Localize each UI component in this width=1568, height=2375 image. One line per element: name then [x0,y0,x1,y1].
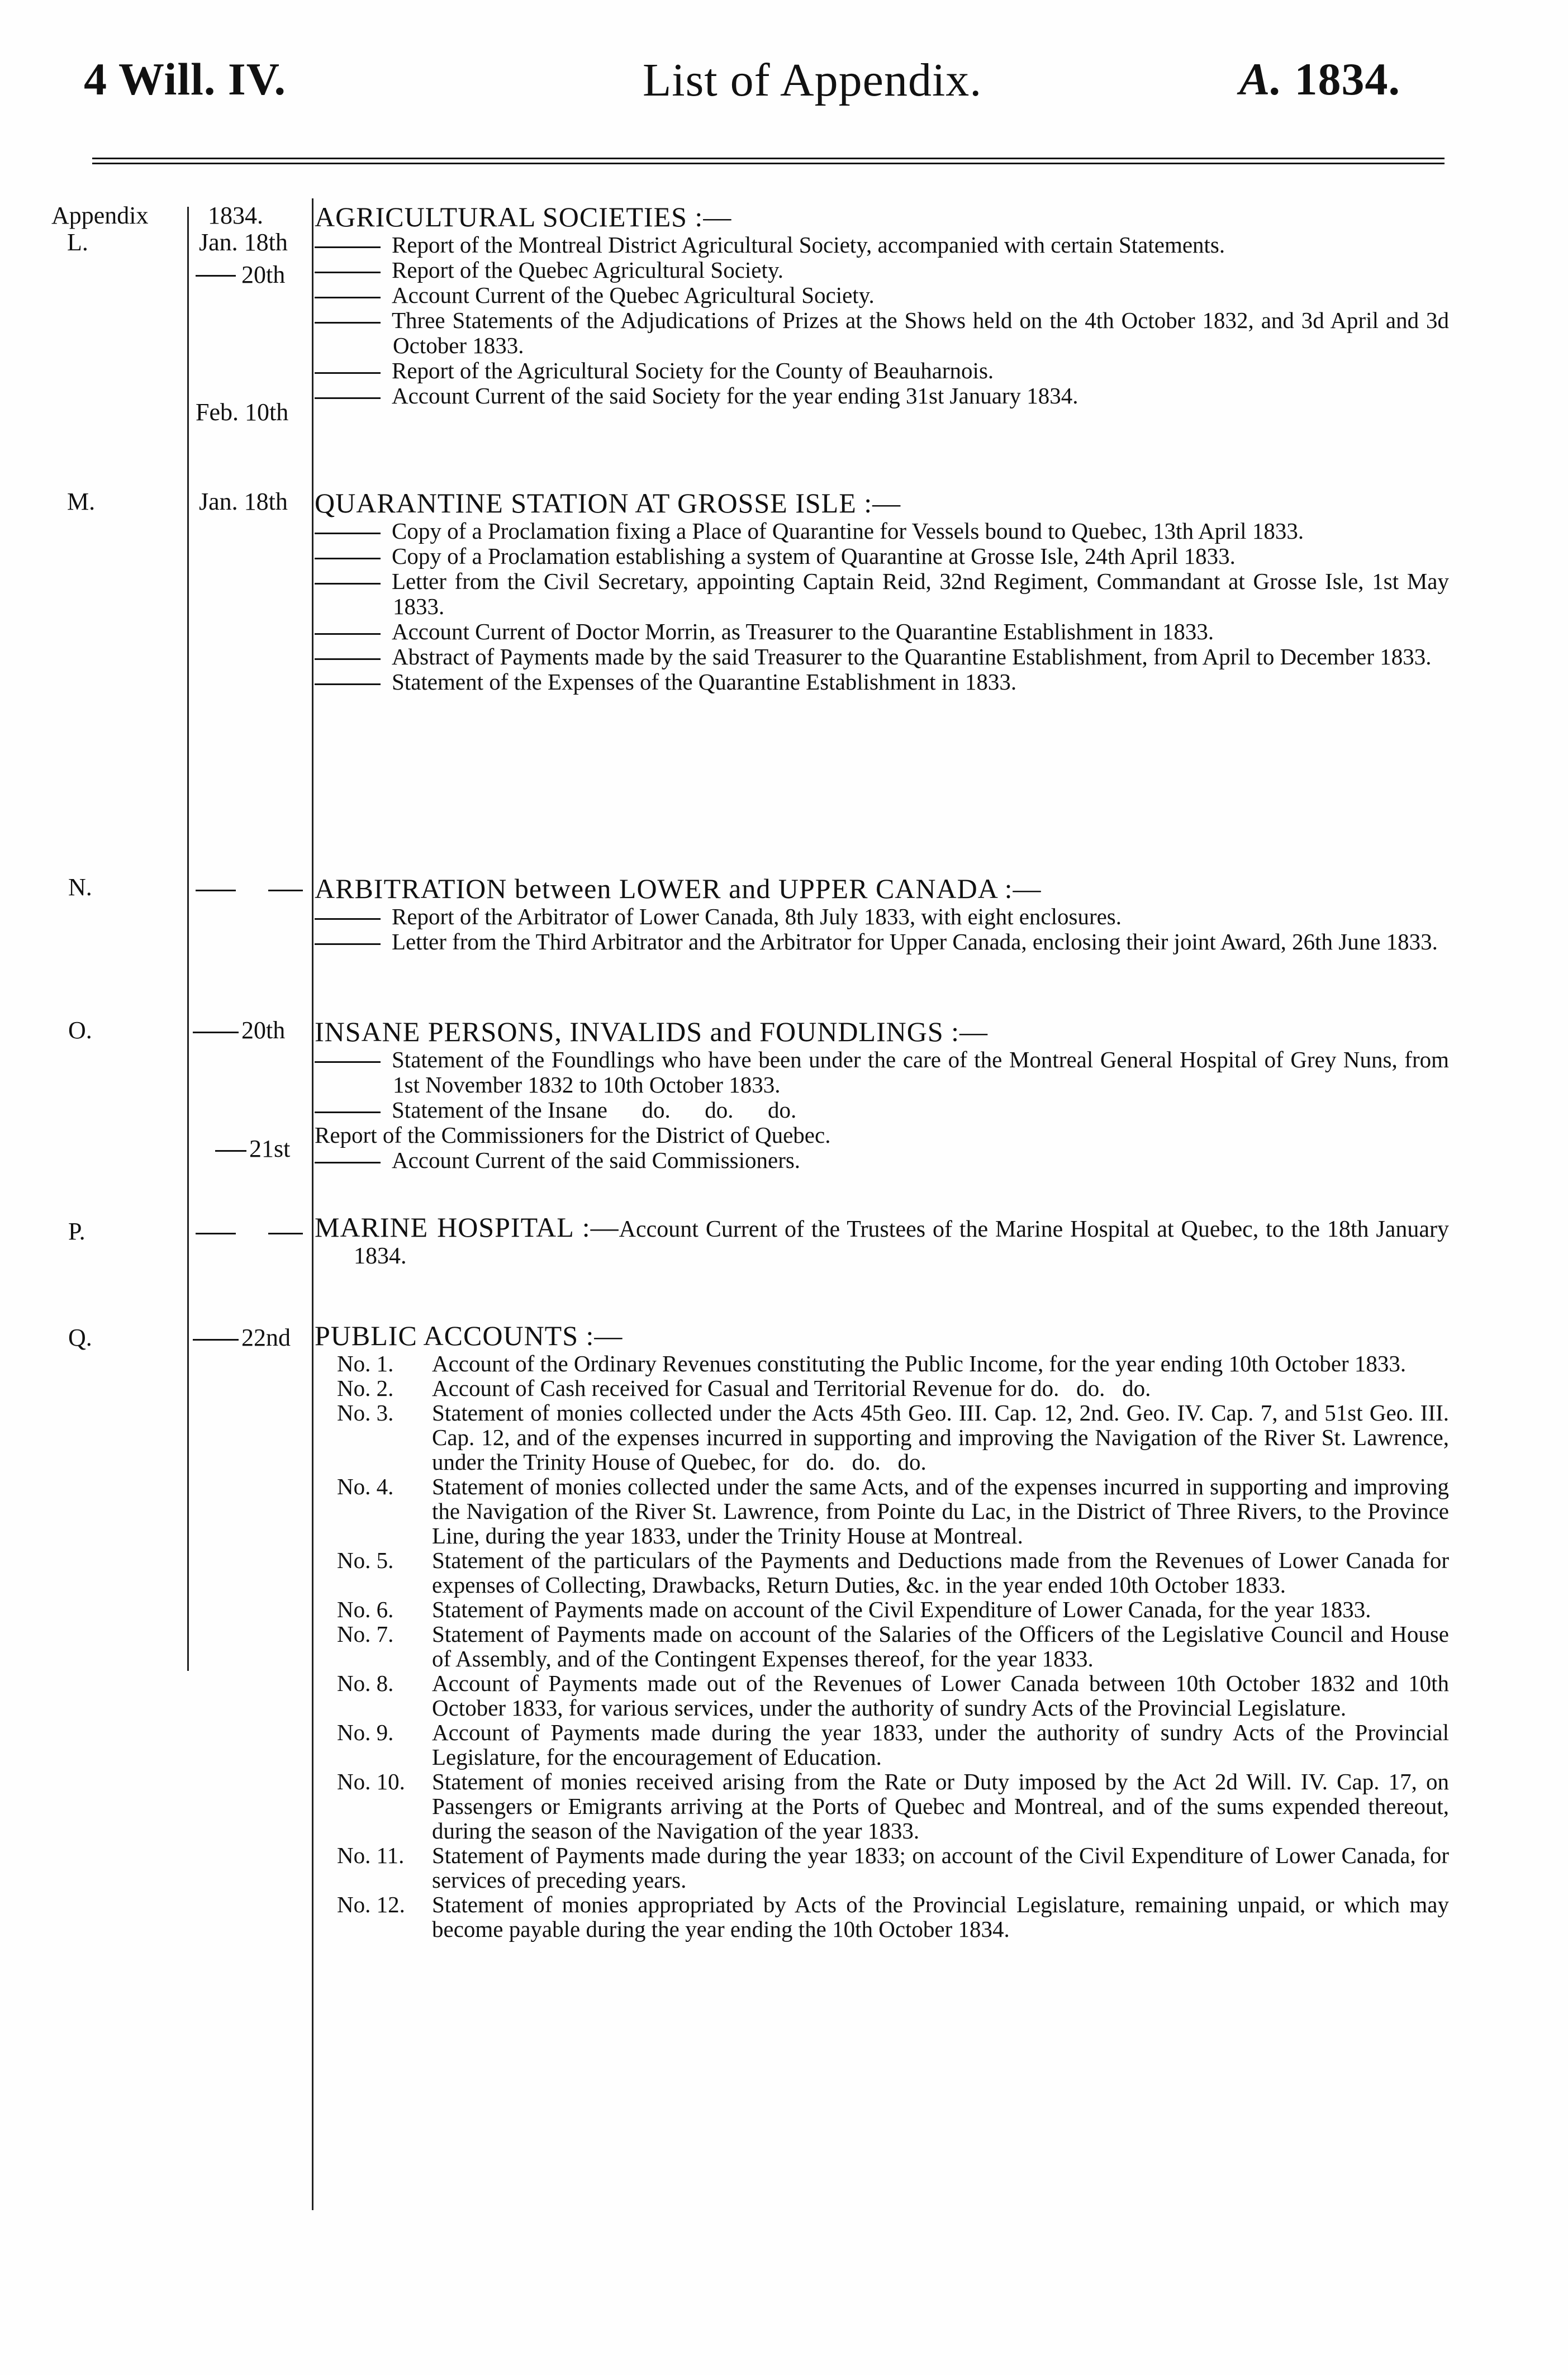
list-item: Account Current of the Quebec Agricultural Society. [315,283,1449,308]
list-item: Statement of the Insane do. do. do. [315,1098,1449,1123]
section-insane-persons [315,1016,1449,1173]
regnal-year: 4 Will. IV. [84,54,286,104]
date-ditto-dash [196,1233,236,1234]
ditto-dash [315,583,381,585]
year-prefix: A. [1239,54,1282,104]
page-title: List of Appendix. [643,54,982,106]
date-ditto-dash [196,890,236,891]
section-arbitration [315,873,1449,954]
appendix-column-head: Appendix [51,202,149,229]
list-item: Letter from the Civil Secretary, appointing Captain Reid, 32nd Regiment, Commandant at Grosse Isle, 1st May 1833. [315,569,1449,619]
ditto-dash [315,1061,381,1063]
list-item: Statement of the Expenses of the Quarantine Establishment in 1833. [315,669,1449,695]
appendix-letter-Q: Q. [68,1324,92,1351]
ditto-dash [315,297,381,298]
appendix-letter-L: L. [67,229,88,256]
list-item: Account Current of the said Commissioners. [315,1148,1449,1173]
list-item: Three Statements of the Adjudications of Prizes at the Shows held on the 4th October 1832, and 3d April and 3d October 1833. [315,308,1449,358]
section-title: ARBITRATION between LOWER and UPPER CANADA :— [315,873,1042,904]
ditto-dash [315,533,381,534]
list-item: Account Current of Doctor Morrin, as Treasurer to the Quarantine Establishment in 1833. [315,619,1449,644]
list-item: MARINE HOSPITAL :—Account Current of the Trustees of the Marine Hospital at Quebec, to the 18th January 1834. [315,1212,1449,1269]
list-item: Report of the Agricultural Society for the County of Beauharnois. [315,358,1449,383]
list-item: Statement of the Foundlings who have been under the care of the Montreal General Hospital of Grey Nuns, from 1st November 1832 to 10th October 1833. [315,1047,1449,1098]
date-ditto-dash [193,1339,239,1341]
list-item: No. 7. Statement of Payments made on account of the Salaries of the Officers of the Legislative Council and House of Assembly, and of the Contingent Expenses thereof, for the year 1833. [337,1621,1449,1671]
list-item: No. 4. Statement of monies collected under the same Acts, and of the expenses incurred in supporting and improving the Navigation of the River St. Lawrence, from Pointe du Lac, in the District of Three Rivers, to the Province Line, during the year 1833, under the Trinity House at Montreal. [337,1474,1449,1548]
ditto-dash [315,246,381,248]
ditto-dash [315,272,381,273]
list-item: No. 11. Statement of Payments made during the year 1833; on account of the Civil Expenditure of Lower Canada, for services of preceding years. [337,1842,1449,1893]
ditto-dash [315,372,381,374]
date-ditto-dash [196,275,236,277]
list-item: No. 12. Statement of monies appropriated by Acts of the Provincial Legislature, remaining unpaid, or which may become payable during the year ending the 10th October 1834. [337,1892,1449,1942]
appendix-letter-O: O. [68,1016,92,1044]
list-item: No. 9. Account of Payments made during the year 1833, under the authority of sundry Acts of the Provincial Legislature, for the encouragement of Education. [337,1720,1449,1770]
date-jan-18th: Jan. 18th [199,229,288,256]
ditto-dash [315,397,381,399]
section-title: AGRICULTURAL SOCIETIES :— [315,201,732,232]
date-ditto-dash [268,890,303,891]
ditto-dash [315,633,381,635]
list-item: Report of the Arbitrator of Lower Canada, 8th July 1833, with eight enclosures. [315,904,1449,929]
list-item: No. 5. Statement of the particulars of the Payments and Deductions made from the Revenues of Lower Canada for expenses of Collecting, Drawbacks, Return Duties, &c. in the year ended 10th October 1833. [337,1547,1449,1598]
ditto-dash [315,558,381,559]
list-item: No. 8. Account of Payments made out of the Revenues of Lower Canada between 10th October 1832 and 10th October 1833, for various services, under the authority of sundry Acts of the Provincial Legislature. [337,1670,1449,1721]
section-marine-hospital [315,1214,1449,1270]
list-item: No. 2. Account of Cash received for Casual and Territorial Revenue for do. do. do. [337,1375,1151,1401]
calendar-year [1239,53,1400,106]
list-item: Account Current of the said Society for the year ending 31st January 1834. [315,383,1449,408]
year-value: 1834. [1294,54,1400,104]
section-quarantine-station [315,487,1449,695]
list-item: No. 6. Statement of Payments made on account of the Civil Expenditure of Lower Canada, for the year 1833. [337,1597,1371,1622]
section-agricultural-societies [315,201,1449,408]
section-title: INSANE PERSONS, INVALIDS and FOUNDLINGS :— [315,1016,989,1047]
ditto-dash [315,1162,381,1163]
list-item: Report of the Quebec Agricultural Society. [315,258,1449,283]
ditto-dash [315,943,381,945]
letter-column-rule [187,207,189,1671]
date-21st: 21st [249,1135,291,1162]
list-item: Copy of a Proclamation fixing a Place of Quarantine for Vessels bound to Quebec, 13th April 1833. [315,519,1449,544]
ditto-dash [315,918,381,920]
date-ditto-dash [215,1150,246,1152]
appendix-letter-N: N. [68,873,92,901]
ditto-dash [315,658,381,660]
header-rule-top [92,158,1445,159]
date-feb-10th: Feb. 10th [196,398,289,426]
section-title: MARINE HOSPITAL :— [315,1212,619,1243]
date-20th: 20th [241,1016,286,1044]
date-jan-18th: Jan. 18th [199,488,288,515]
date-ditto-dash [268,1233,303,1234]
list-item: Abstract of Payments made by the said Treasurer to the Quarantine Establishment, from April to December 1833. [315,644,1449,669]
year-column-head: 1834. [208,202,263,229]
list-item: Report of the Commissioners for the District of Quebec. [315,1122,831,1148]
ditto-dash [315,683,381,685]
date-20th: 20th [241,261,286,288]
ditto-dash [315,322,381,324]
list-item: No. 3. Statement of monies collected under the Acts 45th Geo. III. Cap. 12, 2nd. Geo. IV. Cap. 7, and 51st Geo. III. Cap. 12, and of the expenses incurred in supporting and improving the Navigation of the River St. Lawrence, under the Trinity House of Quebec, for do. do. do. [337,1400,1455,1475]
section-public-accounts [315,1320,1455,1942]
list-item: No. 1. Account of the Ordinary Revenues constituting the Public Income, for the year ending 10th October 1833. [337,1351,1407,1376]
date-column-rule [312,198,313,2210]
list-item: Report of the Montreal District Agricultural Society, accompanied with certain Statements. [315,232,1449,258]
appendix-letter-M: M. [67,488,96,515]
ditto-dash [315,1112,381,1113]
date-22nd: 22nd [241,1324,291,1351]
list-item: No. 10. Statement of monies received arising from the Rate or Duty imposed by the Act 2d Will. IV. Cap. 17, on Passengers or Emigrants arriving at the Ports of Quebec and Montreal, and of the sums expended thereout, during the season of the Navigation of the year 1833. [337,1769,1449,1844]
section-title: QUARANTINE STATION AT GROSSE ISLE :— [315,487,901,519]
appendix-letter-P: P. [68,1218,85,1245]
section-title: PUBLIC ACCOUNTS :— [315,1320,623,1351]
list-item: Copy of a Proclamation establishing a system of Quarantine at Grosse Isle, 24th April 1833. [315,544,1449,569]
date-ditto-dash [193,1032,239,1033]
header-rule-bottom [92,163,1445,164]
running-header [84,53,1400,120]
list-item: Letter from the Third Arbitrator and the Arbitrator for Upper Canada, enclosing their joint Award, 26th June 1833. [315,929,1449,954]
